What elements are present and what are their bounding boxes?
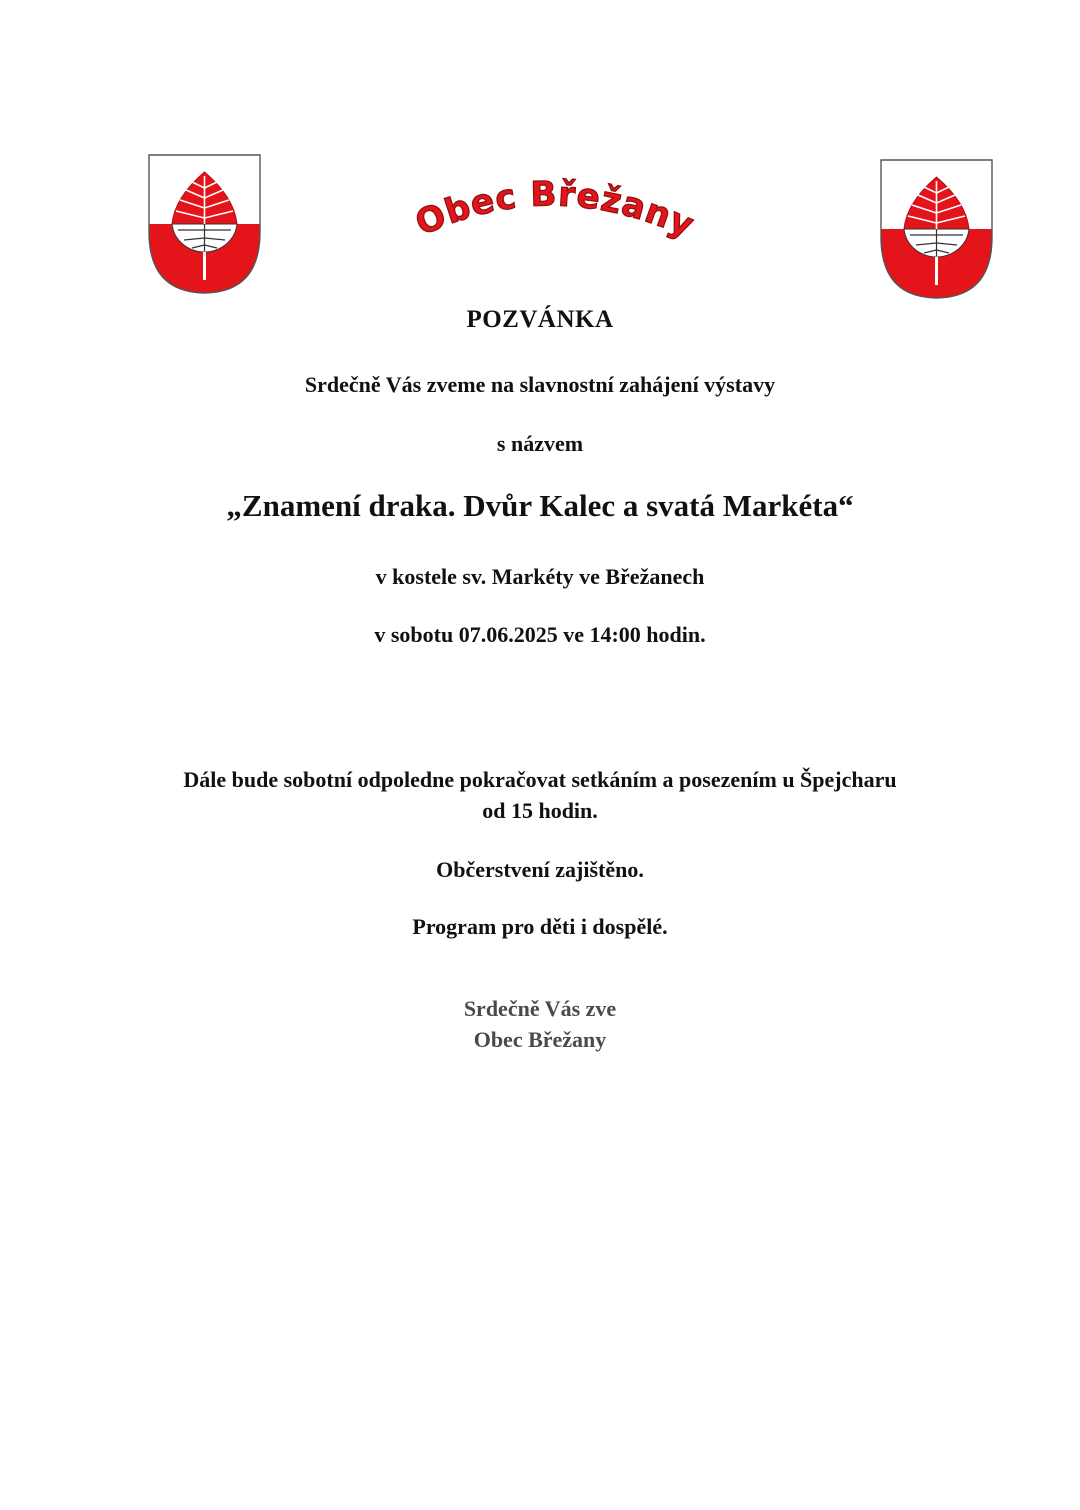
date-time-text: v sobotu 07.06.2025 ve 14:00 hodin.	[374, 622, 706, 647]
program-text-line2: od 15 hodin.	[482, 798, 598, 823]
program-for-all-text: Program pro děti i dospělé.	[412, 914, 668, 939]
refreshments-text: Občerstvení zajištěno.	[436, 857, 644, 882]
logo-title	[400, 168, 710, 268]
logo-text: Obec Břežany	[409, 174, 701, 247]
exhibition-title: „Znamení draka. Dvůr Kalec a svatá Markéta“	[226, 488, 854, 523]
svg-text:Obec Břežany	[410, 174, 700, 246]
coat-of-arms-left	[148, 154, 261, 294]
program-text-line1: Dále bude sobotní odpoledne pokračovat setkáním a posezením u Špejcharu	[183, 767, 897, 792]
invitation-intro: Srdečně Vás zveme na slavnostní zahájení výstavy	[304, 372, 776, 397]
signature-line1: Srdečně Vás zve	[463, 996, 617, 1021]
signature-line2: Obec Břežany	[473, 1027, 607, 1052]
venue-text: v kostele sv. Markéty ve Břežanech	[375, 564, 705, 589]
invitation-named: s názvem	[496, 431, 584, 456]
page-title: POZVÁNKA	[466, 306, 614, 333]
coat-of-arms-right	[880, 159, 993, 299]
